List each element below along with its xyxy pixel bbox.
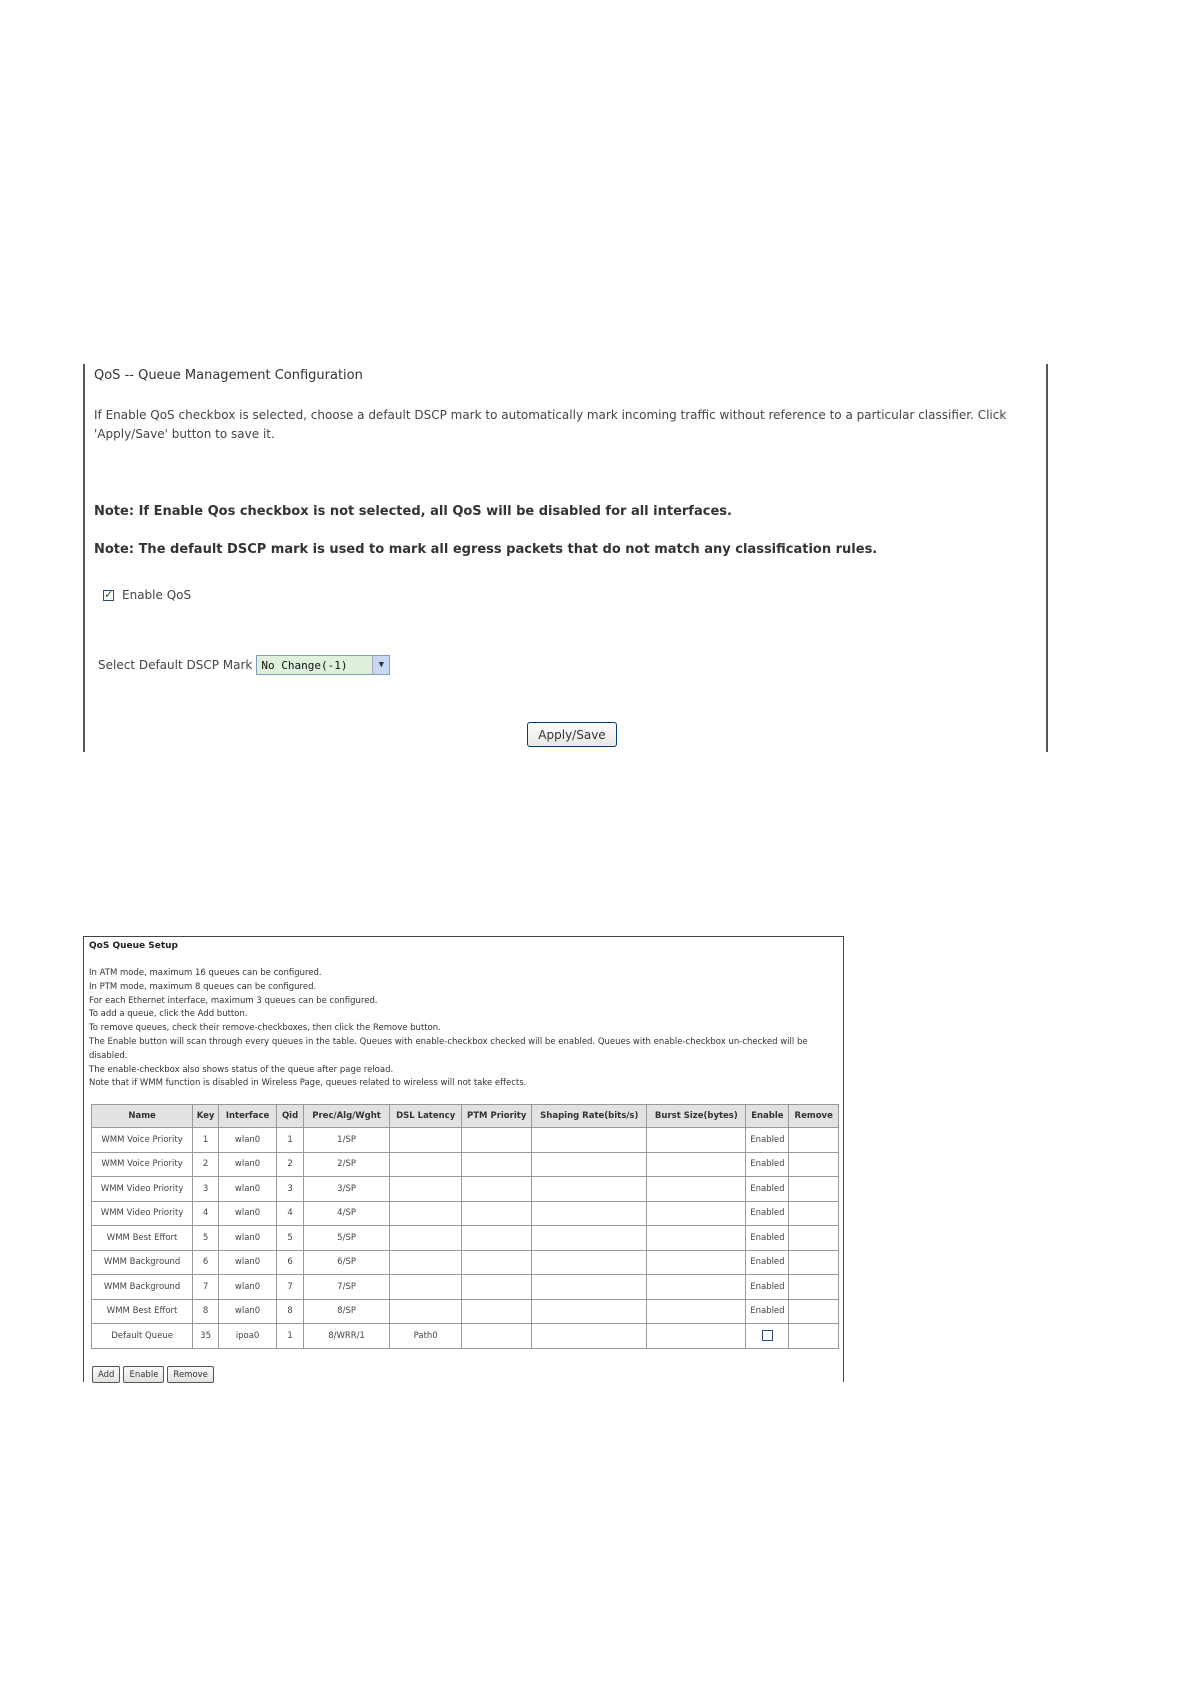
enable-qos-label: Enable QoS xyxy=(122,588,192,602)
table-cell: WMM Best Effort xyxy=(92,1226,193,1251)
table-cell xyxy=(462,1226,532,1251)
table-cell xyxy=(532,1128,647,1153)
column-header: Qid xyxy=(277,1105,304,1128)
table-cell xyxy=(462,1152,532,1177)
chevron-down-icon[interactable]: ▼ xyxy=(372,656,389,674)
add-button[interactable]: Add xyxy=(92,1366,120,1383)
table-cell xyxy=(390,1299,462,1324)
enable-qos-checkbox[interactable] xyxy=(103,590,114,601)
note-qos-disabled: Note: If Enable Qos checkbox is not selected, all QoS will be disabled for all interfaces. xyxy=(94,504,732,519)
table-cell xyxy=(390,1275,462,1300)
table-body xyxy=(92,1128,839,1349)
qos-queue-setup-panel xyxy=(83,936,844,1382)
column-header: Shaping Rate(bits/s) xyxy=(532,1105,647,1128)
table-cell xyxy=(647,1177,746,1202)
table-cell: 8 xyxy=(193,1299,219,1324)
table-cell: Enabled xyxy=(746,1226,789,1251)
table-cell xyxy=(647,1128,746,1153)
table-cell xyxy=(532,1201,647,1226)
description-text: If Enable QoS checkbox is selected, choose a default DSCP mark to automatically mark incoming traffic without reference to a particular classifier. Click 'Apply/Save' button to save it. xyxy=(94,408,1007,441)
table-row xyxy=(92,1226,839,1251)
table-cell: WMM Background xyxy=(92,1250,193,1275)
qos-queue-management-panel xyxy=(83,364,1048,752)
table-cell: 1 xyxy=(277,1128,304,1153)
table-cell xyxy=(462,1128,532,1153)
table-cell: Enabled xyxy=(746,1177,789,1202)
note-default-dscp: Note: The default DSCP mark is used to mark all egress packets that do not match any classification rules. xyxy=(94,542,878,557)
table-cell: 1/SP xyxy=(304,1128,390,1153)
table-cell: 4 xyxy=(277,1201,304,1226)
instruction-line: To remove queues, check their remove-checkboxes, then click the Remove button. xyxy=(89,1023,441,1034)
column-header: Name xyxy=(92,1105,193,1128)
table-cell xyxy=(462,1177,532,1202)
column-header: Enable xyxy=(746,1105,789,1128)
table-cell xyxy=(532,1152,647,1177)
table-cell: 6 xyxy=(277,1250,304,1275)
table-cell xyxy=(532,1275,647,1300)
table-cell xyxy=(462,1324,532,1349)
table-cell: 2 xyxy=(277,1152,304,1177)
table-cell xyxy=(462,1250,532,1275)
enable-button[interactable]: Enable xyxy=(123,1366,164,1383)
column-header: Interface xyxy=(219,1105,277,1128)
table-cell: 5 xyxy=(193,1226,219,1251)
table-row xyxy=(92,1299,839,1324)
table-cell: Enabled xyxy=(746,1299,789,1324)
instructions xyxy=(89,967,839,1091)
table-row xyxy=(92,1201,839,1226)
instruction-line: Note that if WMM function is disabled in Wireless Page, queues related to wireless will not take effects. xyxy=(89,1078,527,1089)
table-cell: Path0 xyxy=(390,1324,462,1349)
table-cell: 2 xyxy=(193,1152,219,1177)
table-cell: 8/SP xyxy=(304,1299,390,1324)
table-cell xyxy=(390,1128,462,1153)
table-cell xyxy=(532,1250,647,1275)
table-cell: Enabled xyxy=(746,1275,789,1300)
table-cell xyxy=(789,1275,839,1300)
table-cell xyxy=(746,1324,789,1349)
table-cell: Enabled xyxy=(746,1201,789,1226)
table-cell xyxy=(789,1250,839,1275)
table-cell: WMM Video Priority xyxy=(92,1201,193,1226)
table-cell xyxy=(789,1324,839,1349)
page-title: QoS -- Queue Management Configuration xyxy=(94,368,363,383)
table-cell xyxy=(647,1299,746,1324)
instruction-line: For each Ethernet interface, maximum 3 queues can be configured. xyxy=(89,995,378,1006)
table-cell: WMM Best Effort xyxy=(92,1299,193,1324)
table-cell: wlan0 xyxy=(219,1226,277,1251)
table-cell: 6 xyxy=(193,1250,219,1275)
table-cell xyxy=(647,1250,746,1275)
column-header: Key xyxy=(193,1105,219,1128)
enable-qos-row xyxy=(103,588,191,602)
table-cell xyxy=(647,1324,746,1349)
table-cell xyxy=(789,1299,839,1324)
table-cell xyxy=(390,1201,462,1226)
column-header: DSL Latency xyxy=(390,1105,462,1128)
table-cell xyxy=(532,1324,647,1349)
table-row xyxy=(92,1177,839,1202)
instruction-line: In PTM mode, maximum 8 queues can be configured. xyxy=(89,981,317,992)
table-cell: ipoa0 xyxy=(219,1324,277,1349)
table-cell xyxy=(647,1201,746,1226)
table-cell xyxy=(462,1299,532,1324)
queue-actions xyxy=(92,1366,214,1383)
table-cell: wlan0 xyxy=(219,1128,277,1153)
table-cell: 5/SP xyxy=(304,1226,390,1251)
column-header: Prec/Alg/Wght xyxy=(304,1105,390,1128)
default-queue-enable-checkbox[interactable] xyxy=(762,1330,773,1341)
dscp-mark-label: Select Default DSCP Mark xyxy=(98,658,253,672)
table-cell: 35 xyxy=(193,1324,219,1349)
dscp-mark-select[interactable] xyxy=(256,655,390,675)
queue-table xyxy=(91,1104,839,1349)
table-cell: WMM Voice Priority xyxy=(92,1152,193,1177)
table-cell xyxy=(390,1177,462,1202)
table-cell xyxy=(390,1226,462,1251)
table-cell: wlan0 xyxy=(219,1250,277,1275)
table-cell: 6/SP xyxy=(304,1250,390,1275)
table-cell: 1 xyxy=(277,1324,304,1349)
table-cell: 1 xyxy=(193,1128,219,1153)
table-cell: 5 xyxy=(277,1226,304,1251)
table-cell: wlan0 xyxy=(219,1299,277,1324)
table-cell: WMM Video Priority xyxy=(92,1177,193,1202)
table-cell: 8 xyxy=(277,1299,304,1324)
table-cell: Default Queue xyxy=(92,1324,193,1349)
table-cell: 3 xyxy=(277,1177,304,1202)
table-cell xyxy=(390,1152,462,1177)
column-header: PTM Priority xyxy=(462,1105,532,1128)
dscp-mark-selected-value: No Change(-1) xyxy=(261,658,348,672)
table-cell: WMM Voice Priority xyxy=(92,1128,193,1153)
table-cell: 7 xyxy=(193,1275,219,1300)
table-cell xyxy=(647,1152,746,1177)
instruction-line: To add a queue, click the Add button. xyxy=(89,1009,248,1020)
table-cell xyxy=(390,1250,462,1275)
table-cell: 4 xyxy=(193,1201,219,1226)
table-cell xyxy=(532,1299,647,1324)
table-cell: 7/SP xyxy=(304,1275,390,1300)
table-header-row xyxy=(92,1105,839,1128)
table-cell: wlan0 xyxy=(219,1177,277,1202)
apply-save-button[interactable]: Apply/Save xyxy=(527,722,617,747)
table-cell: 3/SP xyxy=(304,1177,390,1202)
table-cell: 4/SP xyxy=(304,1201,390,1226)
table-row xyxy=(92,1128,839,1153)
table-cell xyxy=(532,1177,647,1202)
table-cell xyxy=(462,1275,532,1300)
remove-button[interactable]: Remove xyxy=(167,1366,214,1383)
table-cell: 7 xyxy=(277,1275,304,1300)
table-row xyxy=(92,1152,839,1177)
table-cell: 3 xyxy=(193,1177,219,1202)
instruction-line: The enable-checkbox also shows status of the queue after page reload. xyxy=(89,1064,394,1075)
table-cell: Enabled xyxy=(746,1152,789,1177)
table-cell: 8/WRR/1 xyxy=(304,1324,390,1349)
table-cell: 2/SP xyxy=(304,1152,390,1177)
table-cell xyxy=(462,1201,532,1226)
table-cell: wlan0 xyxy=(219,1152,277,1177)
table-cell: Enabled xyxy=(746,1250,789,1275)
table-cell: WMM Background xyxy=(92,1275,193,1300)
section-title: QoS Queue Setup xyxy=(89,941,178,951)
instruction-line: In ATM mode, maximum 16 queues can be configured. xyxy=(89,968,322,978)
instruction-line: The Enable button will scan through every queues in the table. Queues with enable-checkbox checked will be enabled. Queues with enable-checkbox un-checked will be disabled. xyxy=(89,1036,808,1061)
table-cell xyxy=(789,1152,839,1177)
column-header: Burst Size(bytes) xyxy=(647,1105,746,1128)
dscp-mark-row xyxy=(98,655,390,675)
table-row xyxy=(92,1275,839,1300)
table-cell xyxy=(789,1201,839,1226)
table-cell xyxy=(789,1226,839,1251)
table-cell xyxy=(532,1226,647,1251)
table-cell xyxy=(647,1275,746,1300)
table-cell xyxy=(789,1128,839,1153)
table-row xyxy=(92,1250,839,1275)
table-cell: wlan0 xyxy=(219,1275,277,1300)
table-cell: Enabled xyxy=(746,1128,789,1153)
table-cell xyxy=(789,1177,839,1202)
table-cell: wlan0 xyxy=(219,1201,277,1226)
column-header: Remove xyxy=(789,1105,839,1128)
table-row xyxy=(92,1324,839,1349)
table-cell xyxy=(647,1226,746,1251)
